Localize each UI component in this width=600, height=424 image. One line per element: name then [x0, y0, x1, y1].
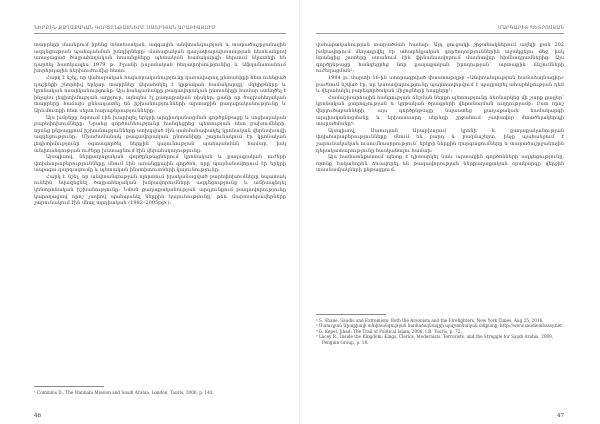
footnote: ⁴ G. Kepel, Jihad: The Trail of Political Islam, 2006, I.B. Tauris, p. 72.	[316, 328, 462, 334]
footnote: ⁵ Lacey R., Inside the Kingdom: Kings, Clerics, Modernists, Terrorists, and the Struggle for Saudi Arabia, 2009, Penguin Group, p. 18.	[316, 334, 554, 345]
left-running-head: ՆԵՐՔԻՆ ՔԱՂԱՔԱԿԱՆ ԳՈՐԾԸՆԹԱՑՆԵՐԸ ՍԱՈՒԴՅԱՆ ԱՐԱԲԻԱՅՈՒՄ	[34, 26, 216, 31]
right-footnote-rule	[316, 314, 386, 315]
paragraph: Այս խմբերը ձգտում էին խարխլել երկրի արդիականացման գործընթացը և սոցիալական բարեփոխումները: Նրանց գործունեությունը հանգեցրեց պետության հետ բախումների, որոնց ընթացքում իշխանությունները ստիպված էին սահմանափակել կրոնական վերնախավի ազդեցությունը: Միաժամանակ թագավորական ընտանիքը շարունակում էր կրոնական լեգիտիմությունը օգտագործել ներքին կայունության պահպանման համար, իսկ անվտանգության ուժերը խստացնում էին վերահսկողությունը:	[34, 114, 286, 154]
left-footnote-rule	[34, 386, 104, 387]
paragraph: Հարկ է նշել, որ անվտանգության ոլորտում իրականացված բարեփոխումները նպատակ ունեին նվազեցնել ծայրահեղական խմբավորումների ազդեցությունը և ամրապնդել կենտրոնական իշխանությունը: Նման քաղաքականության արդյունքում թագավորությունը կարողացավ որոշ չափով պահպանել ներքին կայունությունը, թեև մարտահրավերները շարունակում էին մնալ արդիական (1982–2005թթ.):	[34, 173, 286, 207]
left-footnotes	[34, 390, 286, 395]
right-footnotes	[316, 318, 564, 345]
left-page-number: 46	[34, 413, 41, 419]
footnote: ² S. Shane, Saudis and Extremism: Both the Arsonists and the Firefighters, New York Times, Aug 25, 2016.	[316, 318, 544, 323]
paragraph: Այսպիսով, Սաուդյան Արաբիայում կրոնի և քաղաքականության փոխհարաբերությունները մնում են բարդ և բազմաշերտ, ինչը պահանջում է շարունակական ուսումնասիրություն՝ երկրի ներքին զարգացումները և տարածաշրջանային դերակատարությունը հասկանալու համար:	[316, 127, 564, 154]
right-page	[300, 0, 600, 424]
right-body-text	[316, 42, 564, 174]
footnote: ¹ Commins D., The Wahhabi Mission and Saudi Arabia, London, Tauris, 2006, p. 142.	[34, 390, 214, 395]
right-running-head: ՄԱՐԳԱՐԻՏ ՊԵՏՐՈՍՅԱՆ	[498, 26, 564, 31]
paragraph: 1984 թ. մարտի 16-ին ստորագրված փաստաթղթի «Անվտանգության համաձայնագիր» բաժնում նշված էր, որ կառավարությունը պարտավորվում է պայքարել ահաբեկչության դեմ և վերահսկել բարեգործական միջոցների հոսքերը³:	[316, 74, 564, 95]
paragraph: տարրերի մասերում իրենց տնտեսական, ազգային անվտանգության և տարածաշրջանային ազդեցության պահպանման խնդիրները: Վահաբական գաղափարախոսության հետևանքով առաջացած ծայրահեղական հոսանքները պետական համակարգի ներսում նկատելի են դարձել հատկապես 1979 թ. Իրանի իսլամական հեղափոխությունից և Աֆղանստանում խորհրդային ներխուժումից հետո:	[34, 42, 286, 75]
left-body-text	[34, 42, 286, 207]
right-header-rule	[316, 33, 564, 34]
paragraph: Այսպիսով, ներքաղաքական գործընթացներում կրոնական և քաղաքական ուժերի փոխհարաբերությունները մնում էին առանցքային գործոն, որը պայմանավորում էր երկրի ապագա զարգացումը և պետական ինստիտուտների կայունությունը:	[34, 154, 286, 174]
paragraph: Հարկ է նշել, որ վահաբական հոգևորականությունը կառավարող ընտանիքի հետ ունեցած դաշինքի շնորհիվ երկար տարիներ վերահսկել է կրթական համակարգը, մզկիթները և կրոնական ոստիկանությունը: Այս հանգամանքը թագավորական ընտանիքի համար ստեղծել է ինչպես լեգիտիմության աղբյուր, այնպես էլ քաղաքական ռիսկեր, քանի որ ծայրահեղական տարրերը հաճախ քննադատել են իշխանությունների արտաքին քաղաքականությունը և Արևմուտքի հետ սերտ հարաբերությունները:	[34, 74, 286, 114]
paragraph: վահաբականության տարածման համար: Այդ ցուցակի շրջանակներում ավելի քան 202 խմբավորում մեղադրվել էր ահաբեկչական գործողություններին աջակցելու մեջ, իսկ նրանցից շատերը ստանում էին ֆինանսավորում մասնավոր հիմնադրամներից: Այս գործընթացը հանգեցրեց նոր քաղաքական իրողության՝ արտաքին ճնշումների ուժեղացման²:	[316, 42, 564, 75]
right-page-number: 47	[557, 413, 564, 419]
paragraph: Այս համատեքստում պետք է դիտարկել նաև արտաքին գործոնների ազդեցությունը, որոնք էականորեն ձևավորել են թագավորության ներքաղաքական օրակարգը վերջին տասնամյակների ընթացքում:	[316, 154, 564, 174]
left-header-rule	[34, 33, 286, 34]
footnote: ³ Սաուդյան Արաբիայի անվտանգության համաձայնագրի պաշտոնական տեքստը, http://www.saudiembassy.net	[316, 323, 562, 329]
paragraph: Համաշխարհային հանրության ճնշման ներքո պետությունը ձեռնարկեց մի շարք քայլեր՝ կրոնական քարոզչության և կրթական ծրագրերի վերանայման ուղղությամբ: Ըստ որոշ վերլուծաբանների, այս գործընթացը նպաստեց քաղաքական համակարգի արդիականացմանը և երիտասարդ սերնդի շրջանում չափավոր մտածելակերպի տարածմանը⁴:	[316, 94, 564, 128]
